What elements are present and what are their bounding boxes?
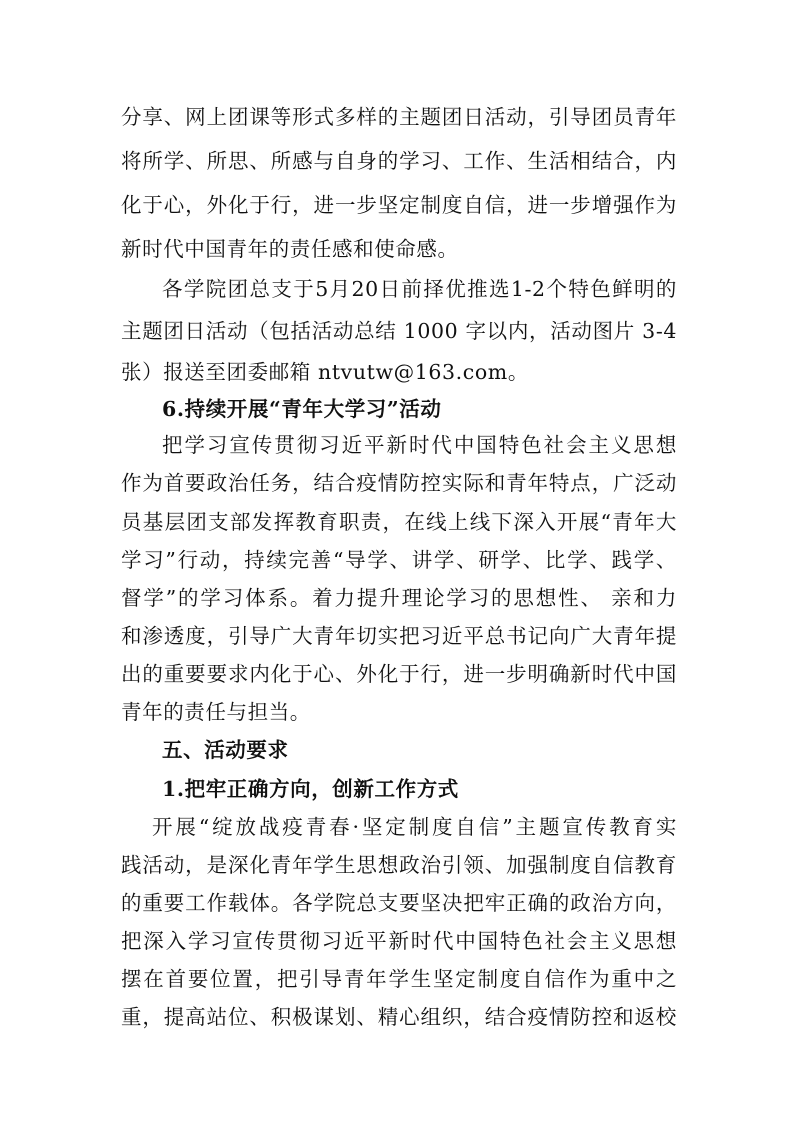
body-line: 开展“绽放战疫青春·坚定制度自信”主题宣传教育实 — [152, 815, 677, 839]
body-line: 践活动，是深化青年学生思想政治引领、加强制度自信教育 — [121, 853, 677, 877]
body-line: 各学院团总支于5月20日前择优推选1-2个特色鲜明的 — [162, 277, 677, 301]
body-line: 摆在首要位置，把引导青年学生坚定制度自信作为重中之 — [121, 967, 677, 991]
section-subheading: 1.把牢正确方向，创新工作方式 — [162, 777, 459, 801]
body-line: 青年的责任与担当。 — [121, 700, 311, 724]
body-line: 出的重要要求内化于心、外化于行，进一步明确新时代中国 — [121, 662, 677, 686]
body-line: 重，提高站位、积极谋划、精心组织，结合疫情防控和返校 — [121, 1005, 677, 1029]
body-line: 学习”行动，持续完善“导学、讲学、研学、比学、践学、 — [121, 548, 677, 572]
body-line: 员基层团支部发挥教育职责，在线上线下深入开展“青年大 — [121, 510, 677, 534]
section-heading: 五、活动要求 — [162, 738, 289, 762]
body-line: 的重要工作载体。各学院总支要坚决把牢正确的政治方向， — [121, 891, 677, 915]
body-line: 主题团日活动（包括活动总结 1000 字以内，活动图片 3-4 — [121, 319, 677, 343]
body-line: 将所学、所思、所感与自身的学习、工作、生活相结合，内 — [121, 149, 677, 173]
body-line: 作为首要政治任务，结合疫情防控实际和青年特点，广泛动 — [121, 471, 677, 495]
body-line: 和渗透度，引导广大青年切实把习近平总书记向广大青年提 — [121, 624, 677, 648]
body-line: 把学习宣传贯彻习近平新时代中国特色社会主义思想 — [162, 433, 677, 457]
section-subheading: 6.持续开展“青年大学习”活动 — [162, 397, 442, 421]
body-line: 把深入学习宣传贯彻习近平新时代中国特色社会主义思想 — [121, 929, 677, 953]
body-line: 新时代中国青年的责任感和使命感。 — [121, 237, 459, 261]
body-line: 督学”的学习体系。着力提升理论学习的思想性、 亲和力 — [121, 586, 677, 610]
body-line: 分享、网上团课等形式多样的主题团日活动，引导团员青年 — [121, 105, 677, 129]
body-line: 化于心，外化于行，进一步坚定制度自信，进一步增强作为 — [121, 193, 677, 217]
body-line: 张）报送至团委邮箱 ntvutw@163.com。 — [121, 360, 529, 384]
